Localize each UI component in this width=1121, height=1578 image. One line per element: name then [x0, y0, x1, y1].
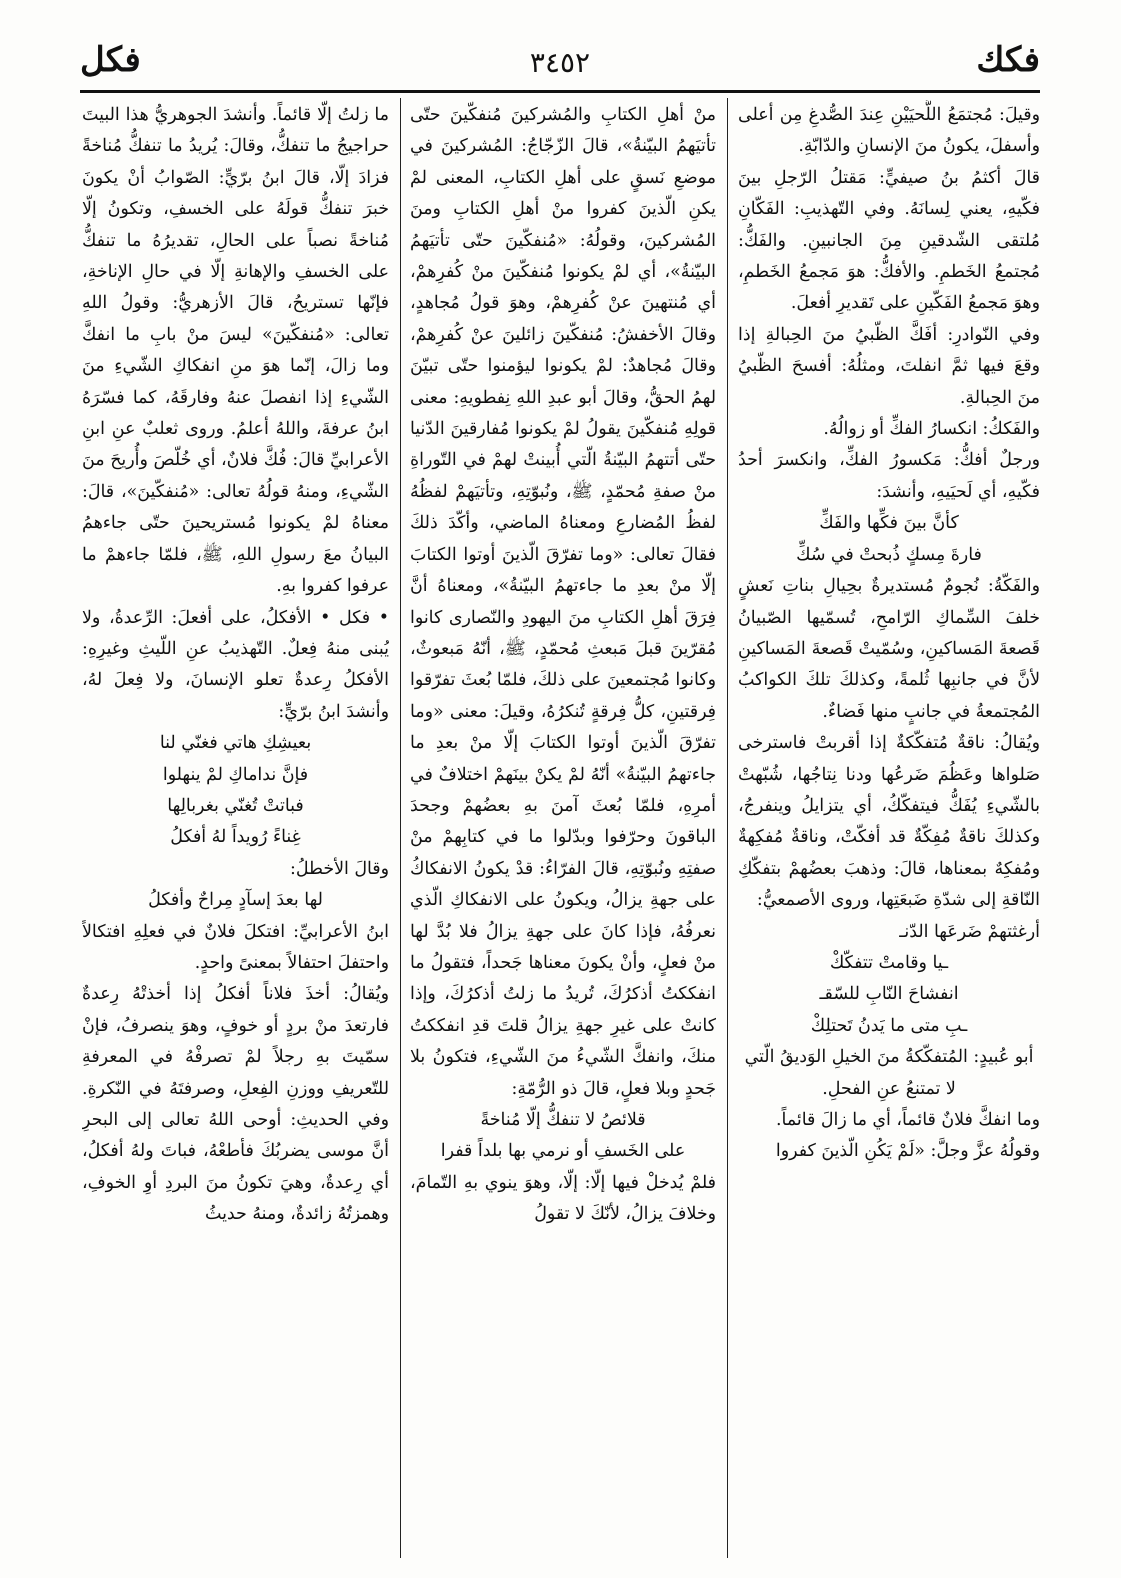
verse-line: غِناءً رُويداً لهُ أفكلُ — [170, 827, 301, 848]
header-entry-left: فكل — [80, 40, 141, 80]
verse-line: أبو عُبيدٍ: المُتفكّكةُ منَ الخيلِ الوَديقُ الّتي لا تمتنعُ عنِ الفحلِ. — [744, 1047, 1034, 1099]
paragraph: والفَككُ: انكسارُ الفكِّ أو زوالُهُ. — [823, 419, 1040, 440]
paragraph: وقيلَ: مُجتمَعُ اللَّحيَيْنِ عِندَ الصُّدغِ مِن أعلى وأسفلَ، يكونُ منَ الإنسانِ والدّابّةِ. — [738, 105, 1040, 157]
header-rule — [80, 90, 1040, 93]
paragraph: ابنُ الأعرابيِّ: افتكلَ فلانٌ في فعلِهِ افتكالاً واحتفلَ احتفالاً بمعنىً واحدٍ. — [82, 921, 389, 973]
paragraph: ويُقالُ: ناقةٌ مُتفكّكةٌ إذا أقربتْ فاسترخى صَلواها وعَظُمَ ضَرعُها ودنا نِتاجُها، شُبّهتْ بالشّيءِ يُفَكُّ فيتفكّكُ، أي يتزايلُ وينفرجُ، وكذلكَ ناقةٌ مُفِكّةٌ قد أفكّتْ، وناقةٌ مُفكِهةٌ ومُفكِهٌ بمعناها، قالَ: وذهبَ بعضُهمْ بتفكّكِ النّاقةِ إلى شدّةِ ضَبعَتِها، وروى الأصمعيُّ: — [738, 733, 1040, 911]
verse-line: لها بعدَ إسآدٍ مِراحٌ وأفكلُ — [148, 890, 323, 911]
verse-line: على الخَسفِ أو نرمي بها بلداً قفرا — [440, 1141, 686, 1162]
page-number: ٣٤٥٢ — [529, 46, 591, 79]
paragraph: والفَكّةُ: نُجومٌ مُستديرةٌ بحِيالِ بناتِ نَعشٍ خلفَ السِّماكِ الرّامحِ، تُسمّيها الصّبيانُ قَصعةَ المَساكينِ، وسُمّيتْ قَصعةَ المَساكينِ لأنَّ في جانبِها ثُلمةً، وكذلكَ تلكَ الكواكبُ المُجتمعةُ في جانبٍ منها فَضاءٌ. — [738, 576, 1040, 722]
verse-line: كأنَّ بينَ فكِّها والفَكِّ — [819, 513, 959, 534]
verse-line: فباتتْ تُغنّي بغربالِها — [167, 795, 304, 816]
verse-line: بعيشِكِ هاتي فغنّي لنا — [159, 733, 312, 754]
header-entry-right: فكك — [976, 40, 1040, 80]
paragraph: ورجلٌ أفكُّ: مَكسورُ الفكِّ، وانكسرَ أحدُ فكّيهِ، أي لَحيَيهِ، وأنشدَ: — [738, 450, 1040, 502]
paragraph: وقولُهُ عزَّ وجلَّ: «لَمْ يَكُنِ الّذينَ كفروا — [775, 1141, 1040, 1162]
paragraph: ويُقالُ: أخذَ فلاناً أفكلُ إذا أخذتْهُ رِعدةٌ فارتعدَ منْ بردٍ أو خوفٍ، وهوَ ينصرفُ، فإنْ سمّيتَ بهِ رجلاً لمْ تصرفْهُ في المعرفةِ للتّعريفِ ووزنِ الفِعلِ، وصرفتَهُ في النّكرةِ. وفي الحديثِ: أوحى اللهُ تعالى إلى البحرِ أنَّ موسى يضربُكَ فأطعْهُ، فباتَ ولهُ أفكلُ، أي رِعدةٌ، وهيَ تكونُ منَ البردِ أوِ الخوفِ، وهمزتُهُ زائدةٌ، ومنهُ حديثُ — [82, 984, 389, 1225]
paragraph: وقالَ الأخطلُ: — [290, 858, 389, 879]
verse-line: فإنَّ نداماكِ لمْ ينهلوا — [162, 764, 309, 785]
paragraph: ما زلتُ إلّا قائماً. وأنشدَ الجوهريُّ هذا البيتَ حراجيجُ ما تنفكُّ، وقالَ: يُريدُ ما تنفكُّ مُناخةً فزادَ إلّا، قالَ ابنُ برّيٍّ: الصّوابُ أنْ يكونَ خبرَ تنفكُّ قولَهُ على الخسفِ، وتكونُ إلّا مُناخةً نصباً على الحالِ، تقديرُهُ ما تنفكُّ على الخسفِ والإهانةِ إلّا في حالِ الإناخةِ، فإنّها تستريحُ، قالَ الأزهريُّ: وقولُ اللهِ تعالى: «مُنفكّينَ» ليسَ منْ بابِ ما انفكَّ وما زالَ، إنّما هوَ منِ انفكاكِ الشّيءِ منَ الشّيءِ إذا انفصلَ عنهُ وفارقَهُ، كما فسّرَهُ ابنُ عرفةَ، واللهُ أعلمُ. وروى ثعلبٌ عنِ ابنِ الأعرابيِّ قالَ: فُكَّ فلانٌ، أي خُلّصَ وأُريحَ منَ الشّيءِ، ومنهُ قولُهُ تعالى: «مُنفكّينَ»، قالَ: معناهُ لمْ يكونوا مُستريحينَ حتّى جاءهمُ البيانُ معَ رسولِ اللهِ، ﷺ، فلمّا جاءهمْ ما عرفوا كفروا بهِ. — [82, 105, 389, 597]
paragraph: وما انفكَّ فلانٌ قائماً، أي ما زالَ قائماً. — [776, 1110, 1040, 1130]
column-divider-1 — [727, 98, 728, 1558]
column-middle — [410, 100, 716, 1560]
paragraph: • فكل • الأفكلُ، على أفعلَ: الرِّعدةُ، ولا يُبنى منهُ فِعلٌ. التّهذيبُ عنِ اللّيثِ وغيرِهِ: الأفكلُ رِعدةٌ تعلو الإنسانَ، ولا فِعلَ لهُ، وأنشدَ ابنُ برّيٍّ: — [82, 607, 389, 722]
column-divider-2 — [400, 98, 401, 1558]
verse-line: ـيا وقامتْ تتفكّكْ — [829, 952, 949, 973]
paragraph: وفي النّوادرِ: أفَكَّ الظّبيُ منَ الحِبالةِ إذا وقعَ فيها ثمَّ انفلتَ، ومثلُهُ: أفسحَ الظّبيُ منَ الحِبالةِ. — [738, 324, 1040, 408]
verse-line: ـبِ متى ما يَدنُ تَحتلِكْ — [810, 1015, 968, 1036]
column-right — [738, 100, 1040, 1560]
paragraph: فلمْ يُدخلْ فيها إلّا: إلّا، وهوَ ينوي بهِ التّمامَ، وخلافَ يزالُ، لأنّكَ لا تقولُ — [410, 1172, 716, 1225]
verse-line: قلائصُ لا تنفكُّ إلّا مُناخةً — [480, 1110, 646, 1130]
paragraph: منْ أهلِ الكتابِ والمُشركينَ مُنفكّينَ حتّى تأتيَهمُ البيّنةُ»، قالَ الزّجّاجُ: المُشركينَ في موضعِ نَسقٍ على أهلِ الكتابِ، المعنى لمْ يكنِ الّذينَ كفروا منْ أهلِ الكتابِ ومنَ المُشركينَ، وقولُهُ: «مُنفكّينَ حتّى تأتيَهمُ البيّنةُ»، أي لمْ يكونوا مُنفكّينَ منْ كُفرِهمْ، أي مُنتهينَ عنْ كُفرِهمْ، وهوَ قولُ مُجاهدٍ، وقالَ الأخفشُ: مُنفكّينَ زائلينَ عنْ كُفرِهمْ، وقالَ مُجاهدٌ: لمْ يكونوا ليؤمنوا حتّى تبيّنَ لهمُ الحقُّ، وقالَ أبو عبدِ اللهِ نِفطويهِ: معنى قولِهِ مُنفكّينَ يقولُ لمْ يكونوا مُفارقينَ الدّنيا حتّى أتتهمُ البيّنةُ الّتي أُبينتْ لهمْ في التّوراةِ منْ صفةِ مُحمّدٍ، ﷺ، ونُبوّتِهِ، وتأتيَهمْ لفظُهُ لفظُ المُضارعِ ومعناهُ الماضي، وأكّدَ ذلكَ فقالَ تعالى: «وما تفرّقَ الّذينَ أوتوا الكتابَ إلّا منْ بعدِ ما جاءتهمُ البيّنةُ»، ومعناهُ أنَّ فِرَقَ أهلِ الكتابِ منَ اليهودِ والنّصارى كانوا مُقرّينَ قبلَ مَبعثِ مُحمّدٍ، ﷺ، أنّهُ مَبعوثٌ، وكانوا مُجتمعينَ على ذلكَ، فلمّا بُعثَ تفرّقوا فِرقتينِ، كلُّ فِرقةٍ تُنكرُهُ، وقيلَ: معنى «وما تفرّقَ الّذينَ أوتوا الكتابَ إلّا منْ بعدِ ما جاءتهمُ البيّنةُ» أنّهُ لمْ يكنْ بينَهمْ اختلافٌ في أمرِهِ، فلمّا بُعثَ آمنَ بهِ بعضُهمْ وجحدَ الباقونَ وحرّفوا وبدّلوا ما في كتابِهمْ منْ صفتِهِ ونُبوّتِهِ، قالَ الفرّاءُ: قدْ يكونُ الانفكاكُ على جهةِ يزالُ، ويكونُ على الانفكاكِ الّذي نعرفُهُ، فإذا كانَ على جهةِ يزالُ فلا بُدَّ لها منْ فعلٍ، وأنْ يكونَ معناها جَحداً، فتقولُ ما انفككتُ أذكرُكَ، تُريدُ ما زلتُ أذكرُكَ، وإذا كانتْ على غيرِ جهةِ يزالُ قلتَ قدِ انفككتُ منكَ، وانفكَّ الشّيءُ منَ الشّيءِ، فتكونُ بلا جَحدٍ وبلا فعلٍ، قالَ ذو الرُّمّةِ: — [410, 105, 716, 1099]
paragraph: أرغثتهمْ ضَرعَها الدّنـ — [899, 921, 1040, 942]
page-header — [80, 40, 1040, 90]
column-left — [82, 100, 389, 1560]
verse-line: انفشاحَ النّابِ للسّقـ — [819, 984, 959, 1005]
paragraph: قالَ أكثمُ بنُ صيفيٍّ: مَقتلُ الرّجلِ بينَ فكّيهِ، يعني لِسانَهُ. وفي التّهذيبِ: الفَكّانِ مُلتقى الشّدقينِ مِنَ الجانبينِ. والفَكُّ: مُجتمعُ الخَطمِ. والأفكُّ: هوَ مَجمعُ الخَطمِ، وهوَ مَجمعُ الفَكّينِ على تَقديرِ أفعلَ. — [738, 167, 1040, 314]
verse-line: فارةَ مِسكٍ ذُبحتْ في سُكِّ — [796, 544, 982, 565]
